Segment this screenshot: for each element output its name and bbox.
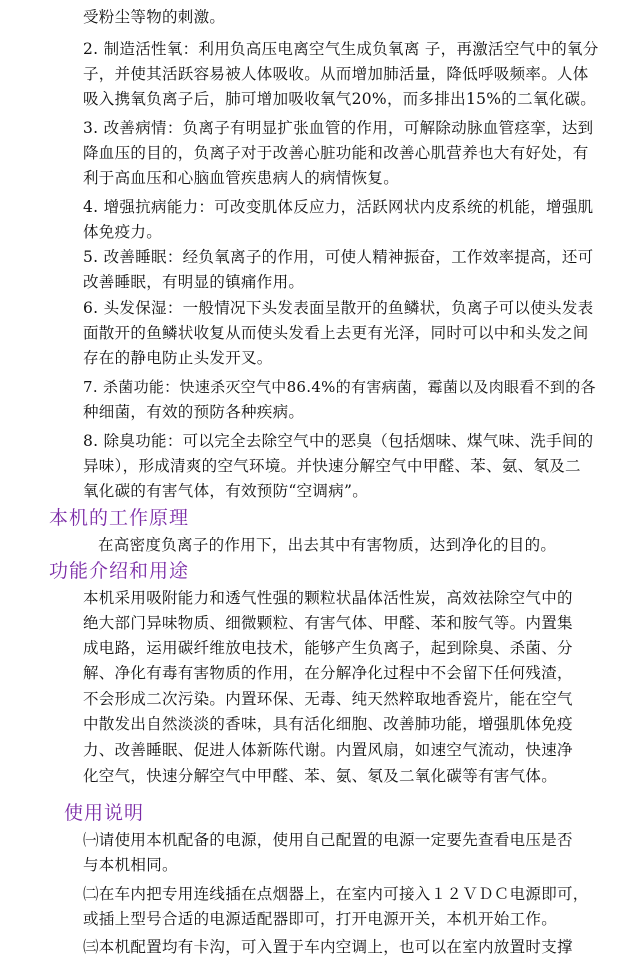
- usage-line-2: 与本机相同。: [83, 856, 178, 874]
- usage-heading: 使用说明: [64, 802, 145, 824]
- item-6-line-1: 6. 头发保湿：一般情况下头发表面呈散开的鱼鳞状，负离子可以使头发表: [83, 299, 594, 317]
- function-line-3: 成电路，运用碳纤维放电技术，能够产生负离子，起到除臭、杀菌、分: [83, 639, 573, 657]
- item-7-line-1: 7. 杀菌功能：快速杀灭空气中86.4%的有害病菌，霉菌以及肉眼看不到的各: [83, 378, 596, 396]
- item-3-line-1: 3. 改善病情：负离子有明显扩张血管的作用，可解除动脉血管痉挛，达到: [83, 119, 594, 137]
- item-4-line-1: 4. 增强抗病能力：可改变肌体反应力，活跃网状内皮系统的机能，增强肌: [83, 198, 594, 216]
- principle-text: 在高密度负离子的作用下，出去其中有害物质，达到净化的目的。: [98, 536, 557, 554]
- item-2-line-3: 吸入携氧负离子后，肺可增加吸收氧气20%，而多排出15%的二氧化碳。: [83, 90, 597, 108]
- intro-tail-line: 受粉尘等物的刺激。: [83, 8, 226, 26]
- item-6-line-3: 存在的静电防止头发开叉。: [83, 349, 273, 367]
- item-3-line-2: 降血压的目的，负离子对于改善心脏功能和改善心肌营养也大有好处，有: [83, 144, 589, 162]
- item-2-line-2: 子，并使其活跃容易被人体吸收。从而增加肺活量，降低呼吸频率。人体: [83, 65, 589, 83]
- usage-line-4: 或插上型号合适的电源适配器即可，打开电源开关，本机开始工作。: [83, 910, 558, 928]
- item-8-line-2: 异味），形成清爽的空气环境。并快速分解空气中甲醛、苯、氨、氡及二: [83, 457, 581, 475]
- function-line-1: 本机采用吸附能力和透气性强的颗粒状晶体活性炭，高效祛除空气中的: [83, 589, 573, 607]
- function-heading: 功能介绍和用途: [49, 560, 190, 582]
- usage-line-1: ㈠请使用本机配备的电源，使用自己配置的电源一定要先查看电压是否: [83, 831, 573, 849]
- principle-heading: 本机的工作原理: [49, 507, 190, 529]
- item-4-line-2: 体免疫力。: [83, 223, 163, 241]
- function-line-7: 力、改善睡眠、促进人体新陈代谢。内置风扇，如速空气流动，快速净: [83, 741, 573, 759]
- function-line-2: 绝大部门异味物质、细微颗粒、有害气体、甲醛、苯和胺气等。内置集: [83, 614, 573, 632]
- usage-line-5: ㈢本机配置均有卡沟，可入置于车内空调上，也可以在室内放置时支撑: [83, 938, 573, 956]
- item-8-line-1: 8. 除臭功能：可以完全去除空气中的恶臭（包括烟味、煤气味、洗手间的: [83, 432, 594, 450]
- function-line-8: 化空气，快速分解空气中甲醛、苯、氨、氡及二氧化碳等有害气体。: [83, 767, 558, 785]
- item-5-line-2: 改善睡眠，有明显的镇痛作用。: [83, 273, 305, 291]
- usage-line-3: ㈡在车内把专用连线插在点烟器上，在室内可接入１２ＶＤＣ电源即可，: [83, 885, 589, 903]
- function-line-5: 不会形成二次污染。内置环保、无毒、纯天然粹取地香瓷片，能在空气: [83, 690, 573, 708]
- item-7-line-2: 种细菌，有效的预防各种疾病。: [83, 403, 305, 421]
- item-6-line-2: 面散开的鱼鳞状收复从而使头发看上去更有光泽，同时可以中和头发之间: [83, 324, 589, 342]
- function-line-4: 解、净化有毒有害物质的作用，在分解净化过程中不会留下任何残渣，: [83, 664, 573, 682]
- item-3-line-3: 利于高血压和心脑血管疾患病人的病情恢复。: [83, 169, 400, 187]
- item-2-line-1: 2. 制造活性氧：利用负高压电离空气生成负氧离 子，再激活空气中的氧分: [83, 40, 599, 58]
- function-line-6: 中散发出自然淡淡的香味，具有活化细胞、改善肺功能，增强肌体免疫: [83, 715, 573, 733]
- item-8-line-3: 氧化碳的有害气体，有效预防“空调病”。: [83, 482, 369, 500]
- item-5-line-1: 5. 改善睡眠：经负氧离子的作用，可使人精神振奋，工作效率提高，还可: [83, 248, 594, 266]
